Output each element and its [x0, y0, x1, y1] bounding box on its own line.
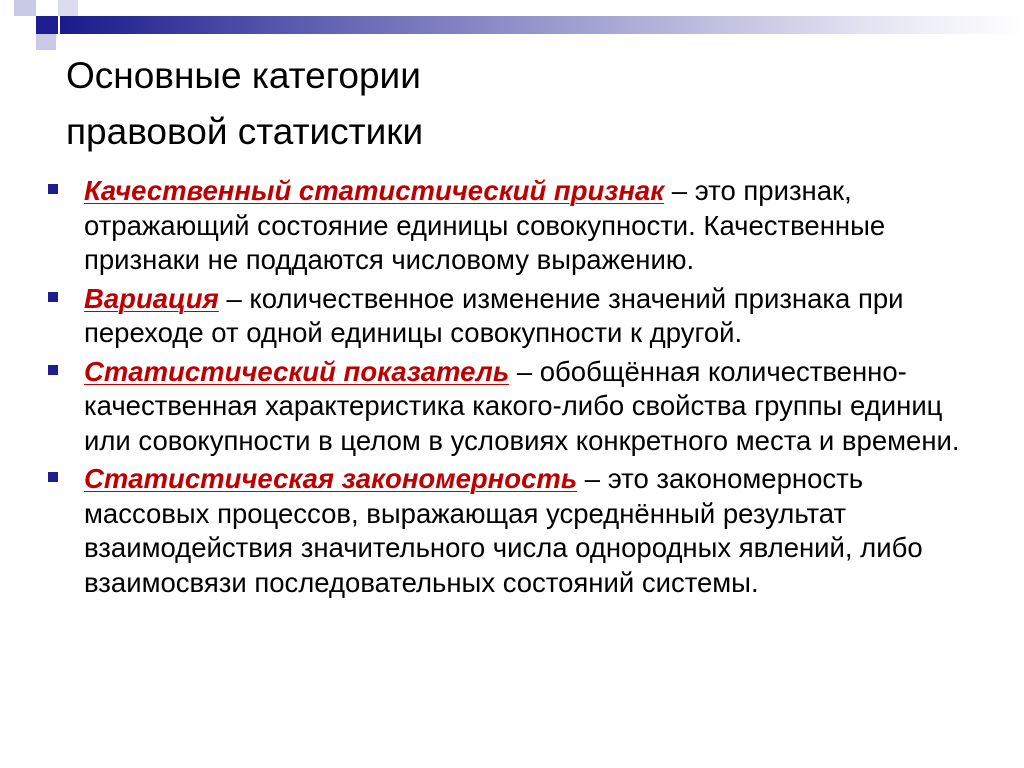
decor-square — [36, 34, 56, 50]
bullet-square-icon — [48, 472, 58, 482]
bullet-item — [44, 462, 994, 600]
decor-square — [58, 0, 78, 16]
bullet-item — [44, 282, 994, 351]
bullet-definition: – это признак, отражающий состояние единицы совокупности. Качественные признаки не поддаются числовому выражению. — [84, 175, 886, 275]
header-gradient-bar — [60, 16, 1024, 34]
bullet-square-icon — [48, 184, 58, 194]
slide-title-line-1: Основные категории — [66, 55, 421, 96]
bullet-term: Статистический показатель — [84, 355, 510, 387]
bullet-term: Вариация — [84, 282, 219, 314]
bullet-item — [44, 355, 994, 459]
decor-square — [14, 16, 36, 34]
bullet-square-icon — [48, 292, 58, 302]
bullet-item — [44, 174, 994, 278]
bullet-term: Статистическая закономерность — [84, 463, 578, 494]
decor-square — [14, 0, 36, 16]
bullet-list — [44, 174, 994, 604]
bullet-definition: – количественное изменение значений признака при переходе от одной единицы совокупности к другой. — [84, 282, 904, 348]
bullet-definition: – это закономерность массовых процессов, выражающая усреднённый результат взаимодействия значительного числа однородных явлений, либо взаимосвязи последовательных состояний системы. — [84, 463, 923, 598]
slide-title-line-2: правовой статистики — [66, 111, 424, 152]
bullet-definition: – обобщённая количественно-качественная характеристика какого-либо свойства группы единиц или совокупности в целом в условиях конкретного места и времени. — [84, 355, 960, 456]
bullet-square-icon — [48, 365, 58, 375]
slide-title — [66, 48, 423, 160]
decor-square — [36, 16, 58, 34]
bullet-term: Качественный статистический признак — [84, 175, 665, 206]
